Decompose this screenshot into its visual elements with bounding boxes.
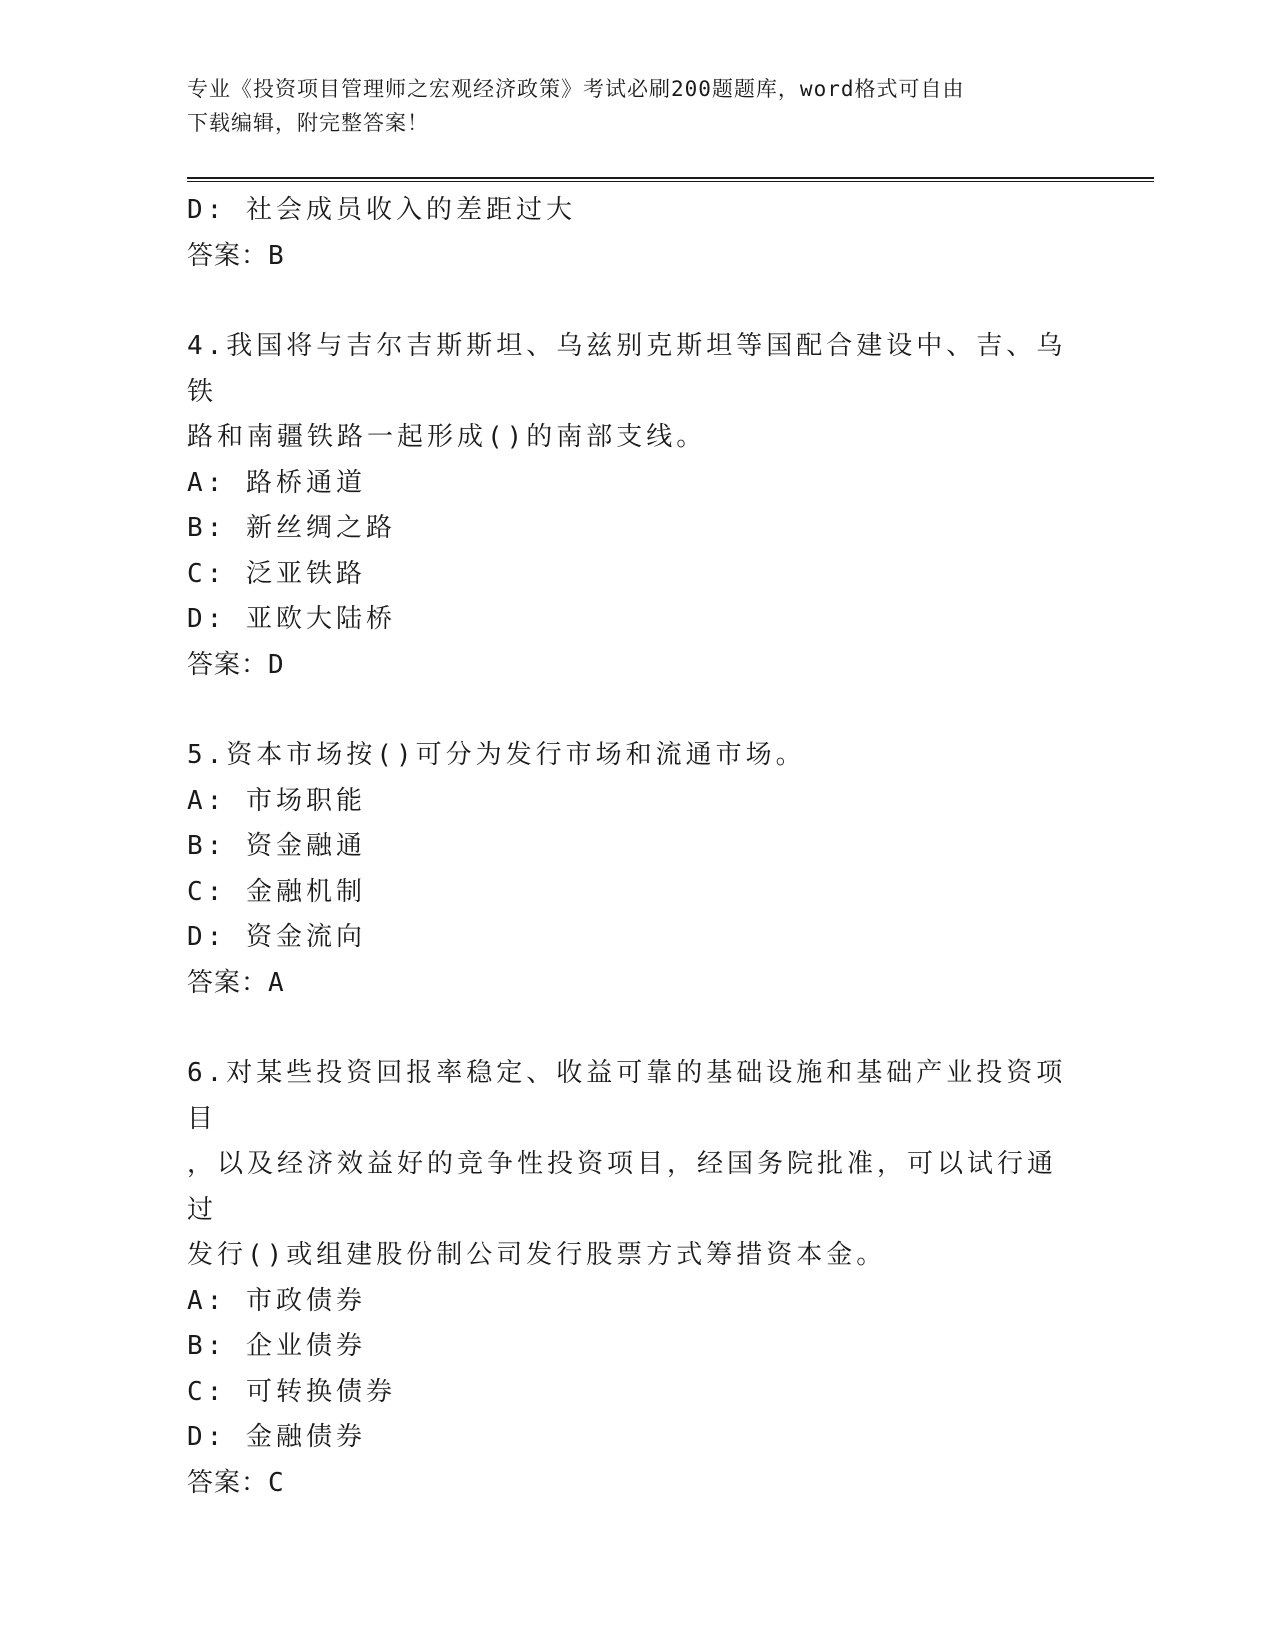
question-4 [187, 324, 1067, 688]
option-c: C: 泛亚铁路 [187, 558, 366, 589]
header-title-line-1: 专业《投资项目管理师之宏观经济政策》考试必刷200题题库，word格式可自由 [187, 77, 965, 101]
question-stem-line: 4.我国将与吉尔吉斯斯坦、乌兹别克斯坦等国配合建设中、吉、乌铁 [187, 331, 1067, 407]
option-b: B: 资金融通 [187, 831, 366, 861]
question-stem-line: 路和南疆铁路一起形成()的南部支线。 [187, 422, 707, 452]
option-d: D: 亚欧大陆桥 [187, 604, 396, 634]
question-stem [187, 1051, 1067, 1279]
question-5 [187, 733, 1067, 1006]
question-stem [187, 733, 1067, 779]
answer-line: 答案：C [187, 1467, 285, 1498]
option-b: B: 企业债券 [187, 1331, 366, 1361]
option-c: C: 金融机制 [187, 876, 366, 907]
option-c: C: 可转换债券 [187, 1376, 396, 1407]
question-stem-line: ，以及经济效益好的竞争性投资项目，经国务院批准，可以试行通过 [187, 1149, 1058, 1225]
option-a: A: 路桥通道 [187, 467, 366, 498]
option-d: D: 资金流向 [187, 922, 366, 952]
answer-line: 答案：D [187, 649, 285, 680]
question-stem-line: 6.对某些投资回报率稳定、收益可靠的基础设施和基础产业投资项目 [187, 1058, 1067, 1134]
question-stem-line: 发行()或组建股份制公司发行股票方式筹措资本金。 [187, 1240, 887, 1270]
answer-line: 答案：A [187, 967, 285, 998]
option-b: B: 新丝绸之路 [187, 513, 396, 543]
question-6 [187, 1051, 1067, 1506]
question-stem [187, 324, 1067, 461]
header-title-line-2: 下载编辑，附完整答案！ [187, 111, 429, 135]
header-divider [187, 177, 1154, 182]
previous-question-tail [187, 188, 1067, 279]
option-a: A: 市政债券 [187, 1285, 366, 1316]
option-a: A: 市场职能 [187, 785, 366, 816]
answer-line: 答案：B [187, 240, 285, 271]
question-stem-line: 5.资本市场按()可分为发行市场和流通市场。 [187, 740, 806, 770]
option-d: D: 社会成员收入的差距过大 [187, 195, 576, 225]
option-d: D: 金融债券 [187, 1422, 366, 1452]
document-header [187, 72, 1067, 140]
question-list [187, 188, 1067, 1506]
